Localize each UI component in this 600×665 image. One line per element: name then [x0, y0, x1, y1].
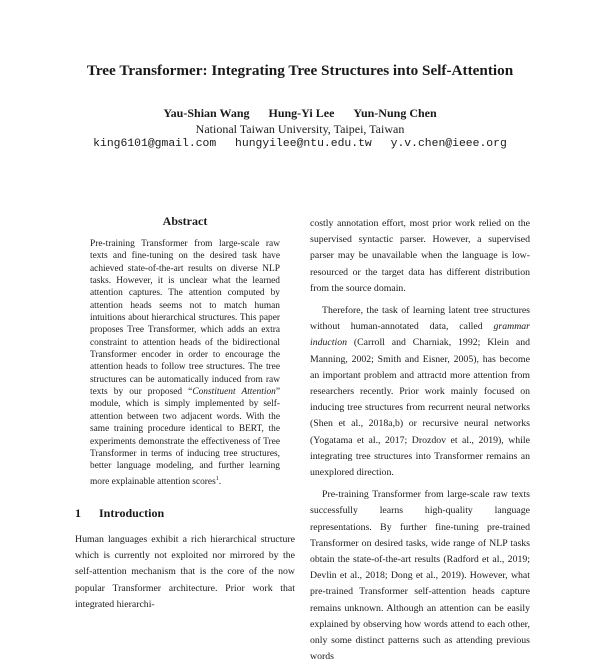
introduction-paragraph: Human languages exhibit a rich hierarchical structure which is currently not exploited nor mirrored by the self-attention mechanism that is the core of the now popular Transformer architecture. Prior work that integrated hierarchi- — [75, 534, 295, 610]
abstract-text: Pre-training Transformer from large-scale raw texts and fine-tuning on the desired task have achieved state-of-the-art results on diverse NLP tasks. However, it is unclear what the learned attention captures. The attention computed by attention heads seems not to match human intuitions about hierarchical structures. This paper proposes Tree Transformer, which adds an extra constraint to attention heads of the bidirectional Transformer encoder in order to encourage the attention heads to follow tree structures. The tree structures can be automatically induced from raw texts by our proposed “ — [90, 239, 280, 398]
term-grammar-induction: grammar induction — [310, 321, 530, 349]
right-column — [310, 216, 530, 665]
abstract-heading: Abstract — [162, 214, 208, 228]
right-paragraph-1: costly annotation effort, most prior work relied on the supervised syntactic parser. However, a supervised parser may be unavailable when the language is low-resourced or the target data has different distribution from the source domain. — [310, 218, 530, 294]
right-paragraph-2 — [310, 303, 530, 481]
author-email: hungyilee@ntu.edu.tw — [235, 138, 372, 150]
module-name: Constituent Attention — [192, 387, 276, 398]
abstract-body — [90, 238, 280, 488]
author-name: Yau-Shian Wang — [163, 106, 250, 120]
author-name: Yun-Nung Chen — [353, 106, 437, 120]
section-heading-introduction — [75, 506, 164, 521]
author-name: Hung-Yi Lee — [268, 106, 335, 120]
footnote-mark: 1 — [215, 475, 219, 482]
author-email: king6101@gmail.com — [93, 138, 217, 150]
author-affiliation: National Taiwan University, Taipei, Taiwan — [195, 122, 405, 136]
author-email: y.v.chen@ieee.org — [390, 138, 507, 150]
paragraph-text: Therefore, the task of learning latent tree structures without human-annotated data, called — [310, 305, 530, 333]
right-paragraph-3: Pre-training Transformer from large-scale raw texts successfully learns high-quality language representations. By further fine-tuning pre-trained Transformer on desired tasks, wide range of NLP tasks obtain the state-of-the-art results (Radford et al., 2019; Devlin et al., 2018; Dong et al., 2019). However, what pre-trained Transformer self-attention heads capture remains unknown. Although an attention can be easily explained by observing how words attend to each other, only some distinct patterns such as attending previous words — [310, 489, 530, 663]
author-list — [0, 106, 600, 121]
paper-title: Tree Transformer: Integrating Tree Structures into Self-Attention — [86, 62, 514, 79]
abstract-paragraph — [90, 238, 280, 488]
introduction-body — [75, 532, 295, 613]
abstract-text-continued: ” module, which is simply implemented by self-attention between two adjacent words. With the same training procedure identical to BERT, the experiments demonstrate the effectiveness of Tree Transformer in terms of inducing tree structures, better language modeling, and further learning more explainable attention scores — [90, 387, 281, 487]
abstract-end: . — [218, 476, 222, 487]
author-emails — [0, 138, 600, 150]
section-title: Introduction — [99, 506, 165, 520]
paragraph-text-continued: (Carroll and Charniak, 1992; Klein and Manning, 2002; Smith and Eisner, 2005), has become an important problem and attractd more attention from researchers recently. Prior work mainly focused on inducing tree structures from recurrent neural networks (Shen et al., 2018a,b) or recursive neural networks (Yogatama et al., 2017; Drozdov et al., 2019), while integrating tree structures into Transformer remains an unexplored direction. — [310, 337, 530, 479]
section-number: 1 — [75, 506, 81, 520]
